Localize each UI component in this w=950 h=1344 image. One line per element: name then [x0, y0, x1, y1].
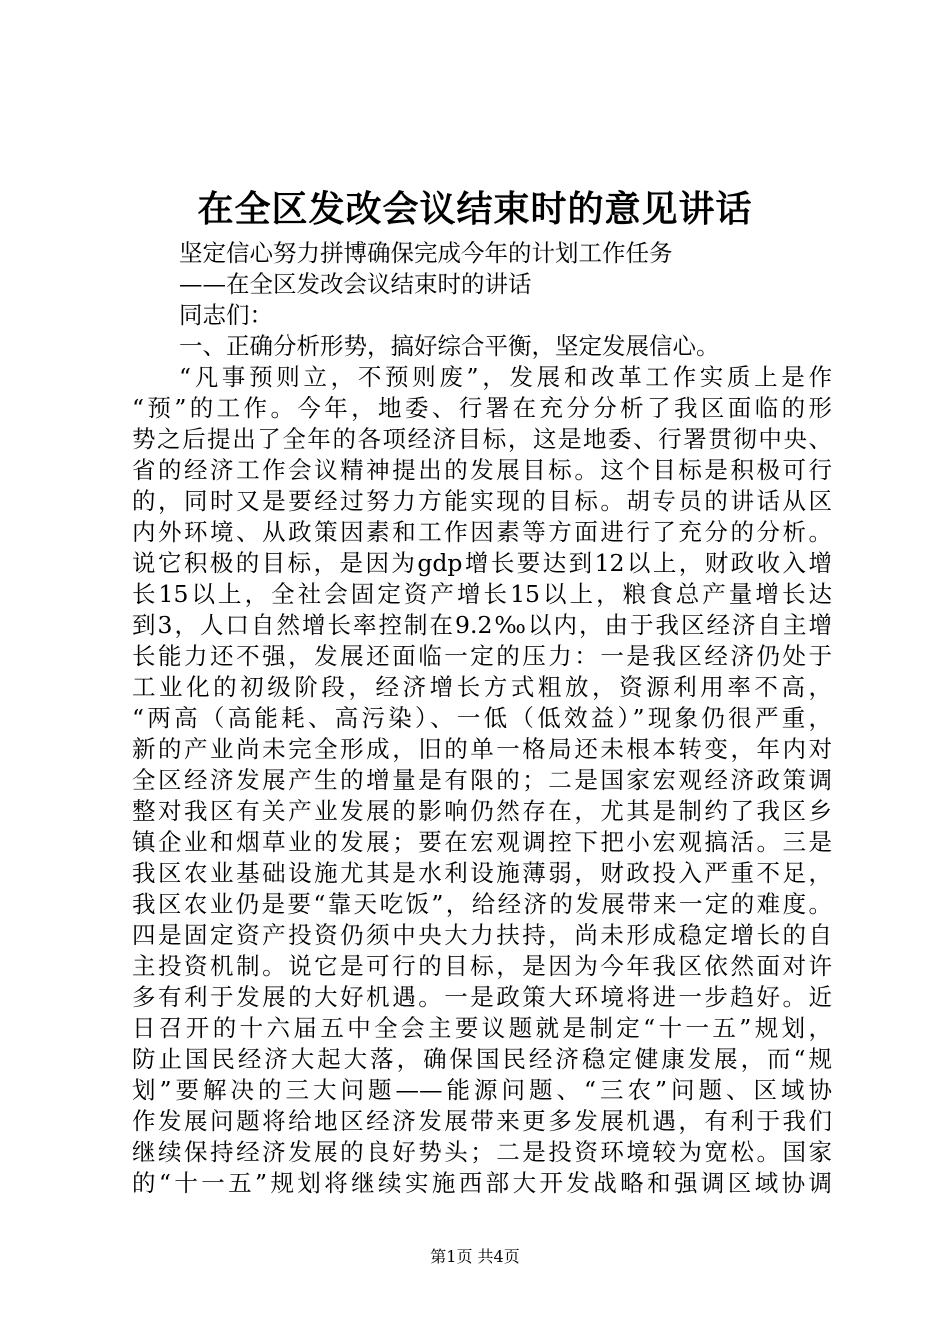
document-title: 在全区发改会议结束时的意见讲话 — [197, 189, 753, 230]
body-line: 的，同时又是要经过努力方能实现的目标。胡专员的讲话从区 — [132, 487, 832, 515]
body-line: 我区农业仍是要“靠天吃饭”，给经济的发展带来一定的难度。 — [132, 890, 832, 918]
body-line: 坚定信心努力拼博确保完成今年的计划工作任务 — [179, 239, 673, 267]
body-line: 说它积极的目标，是因为gdp增长要达到12以上，财政收入增 — [132, 549, 832, 577]
body-line: 的“十一五”规划将继续实施西部大开发战略和强调区域协调 — [132, 1169, 832, 1197]
body-line: 长能力还不强，发展还面临一定的压力：一是我区经济仍处于 — [132, 642, 832, 670]
body-line: 四是固定资产投资仍须中央大力扶持，尚未形成稳定增长的自 — [132, 921, 832, 949]
body-line: “预”的工作。今年，地委、行署在充分分析了我区面临的形 — [132, 394, 832, 422]
body-line: 势之后提出了全年的各项经济目标，这是地委、行署贯彻中央、 — [132, 425, 832, 453]
document-body — [132, 238, 832, 1199]
body-line: 划”要解决的三大问题——能源问题、“三农”问题、区域协 — [132, 1076, 832, 1104]
body-line: 工业化的初级阶段，经济增长方式粗放，资源利用率不高， — [132, 673, 832, 701]
body-line: 全区经济发展产生的增量是有限的；二是国家宏观经济政策调 — [132, 766, 832, 794]
body-line: 到3，人口自然增长率控制在9.2‰以内，由于我区经济自主增 — [132, 611, 832, 639]
body-line: 同志们： — [179, 301, 273, 329]
body-line: 省的经济工作会议精神提出的发展目标。这个目标是积极可行 — [132, 456, 832, 484]
body-line: 多有利于发展的大好机遇。一是政策大环境将进一步趋好。近 — [132, 983, 832, 1011]
body-line: 我区农业基础设施尤其是水利设施薄弱，财政投入严重不足， — [132, 859, 832, 887]
body-line: “凡事预则立，不预则废”，发展和改革工作实质上是作 — [179, 363, 832, 391]
body-line: 一、正确分析形势，搞好综合平衡，坚定发展信心。 — [179, 332, 720, 360]
body-line: 新的产业尚未完全形成，旧的单一格局还未根本转变，年内对 — [132, 735, 832, 763]
body-line: 整对我区有关产业发展的影响仍然存在，尤其是制约了我区乡 — [132, 797, 832, 825]
body-line: “两高（高能耗、高污染）、一低（低效益）”现象仍很严重， — [132, 704, 832, 732]
body-line: 长15以上，全社会固定资产增长15以上，粮食总产量增长达 — [132, 580, 832, 608]
body-line: 继续保持经济发展的良好势头；二是投资环境较为宽松。国家 — [132, 1138, 832, 1166]
body-line: 主投资机制。说它是可行的目标，是因为今年我区依然面对许 — [132, 952, 832, 980]
body-line: 镇企业和烟草业的发展；要在宏观调控下把小宏观搞活。三是 — [132, 828, 832, 856]
body-line: 内外环境、从政策因素和工作因素等方面进行了充分的分析。 — [132, 518, 832, 546]
body-line: 防止国民经济大起大落，确保国民经济稳定健康发展，而“规 — [132, 1045, 832, 1073]
body-line: 作发展问题将给地区经济发展带来更多发展机遇，有利于我们 — [132, 1107, 832, 1135]
body-line: ——在全区发改会议结束时的讲话 — [179, 270, 532, 298]
body-line: 日召开的十六届五中全会主要议题就是制定“十一五”规划， — [132, 1014, 832, 1042]
page-footer: 第1页 共4页 — [430, 1247, 520, 1266]
